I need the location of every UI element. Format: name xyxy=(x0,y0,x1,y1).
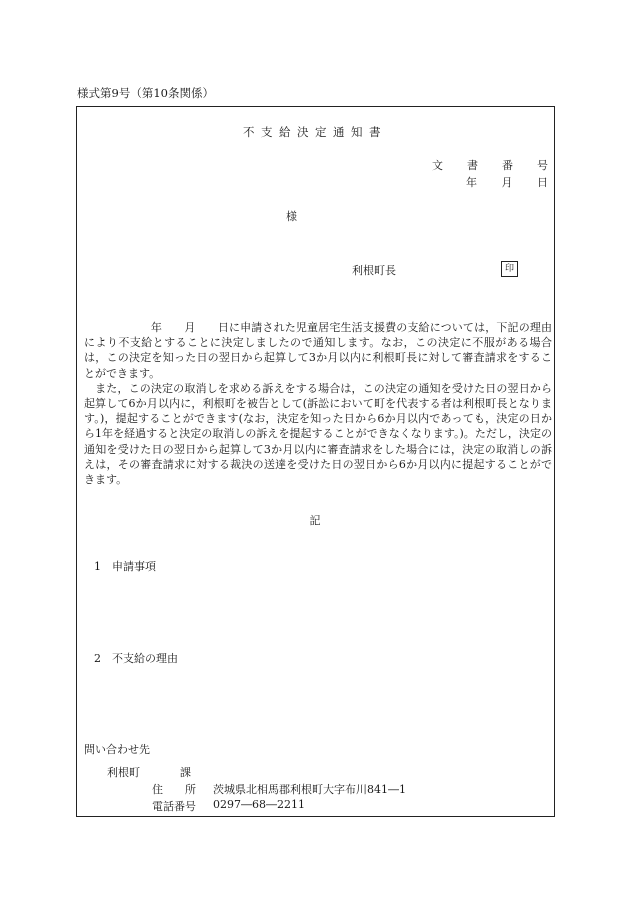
contact-phone-label: 電話番号 xyxy=(152,800,196,813)
ki-heading: 記 xyxy=(309,514,321,527)
notice-body xyxy=(84,320,552,487)
document-title: 不支給決定通知書 xyxy=(243,125,387,139)
date-year: 年 xyxy=(466,176,477,189)
contact-address-label xyxy=(152,781,196,797)
document-number-char: 文 xyxy=(432,159,443,172)
document-number-char: 番 xyxy=(502,159,513,172)
form-label: 様式第9号（第10条関係） xyxy=(77,86,214,100)
contact-section: 課 xyxy=(180,766,191,779)
paragraph-1-first-line: 年 月 日に申請された児童居宅生活支援費の支給については，下記の xyxy=(84,321,530,334)
application-matter-item: 1 申請事項 xyxy=(94,560,156,573)
contact-address: 茨城県北相馬郡利根町大字布川841―1 xyxy=(213,783,406,796)
paragraph-1-rest: 理由により不支給とすることに決定しましたので通知します。なお，この決定に不服がある場合は，この決定を知った日の翌日から起算して3か月以内に利根町長に対して審査請求をすることができます。 xyxy=(84,321,553,380)
document-number-char: 号 xyxy=(537,159,548,172)
address-label-char: 住 xyxy=(152,783,163,796)
contact-town: 利根町 xyxy=(107,766,140,779)
contact-heading: 問い合わせ先 xyxy=(84,743,150,756)
notice-paragraph-1 xyxy=(84,320,552,381)
date-month: 月 xyxy=(501,176,513,189)
document-number-char: 書 xyxy=(467,159,478,172)
notice-paragraph-2: また，この決定の取消しを求める訴えをする場合は，この決定の通知を受けた日の翌日から起算して6か月以内に，利根町を被告として(訴訟において町を代表する者は利根町長となります。)，提起することができます(なお，決定を知った日から6か月以内であっても，決定の日から1年を経過すると決定の取消しの訴えを提起することができなくなります。)。ただし，決定の通知を受けた日の翌日から起算して3か月以内に審査請求をした場合には，決定の取消しの訴えは，その審査請求に対する裁決の送達を受けた日の翌日から6か月以内に提起することができます。 xyxy=(84,381,552,487)
addressee-suffix: 様 xyxy=(286,210,297,223)
seal-stamp: 印 xyxy=(501,261,518,277)
date-day: 日 xyxy=(537,176,548,189)
contact-phone: 0297―68―2211 xyxy=(213,798,305,811)
document-number-label xyxy=(432,157,548,173)
address-label-char: 所 xyxy=(185,783,196,796)
document-date-label xyxy=(466,174,548,190)
rejection-reason-item: 2 不支給の理由 xyxy=(94,652,178,665)
issuer-name: 利根町長 xyxy=(352,264,396,277)
